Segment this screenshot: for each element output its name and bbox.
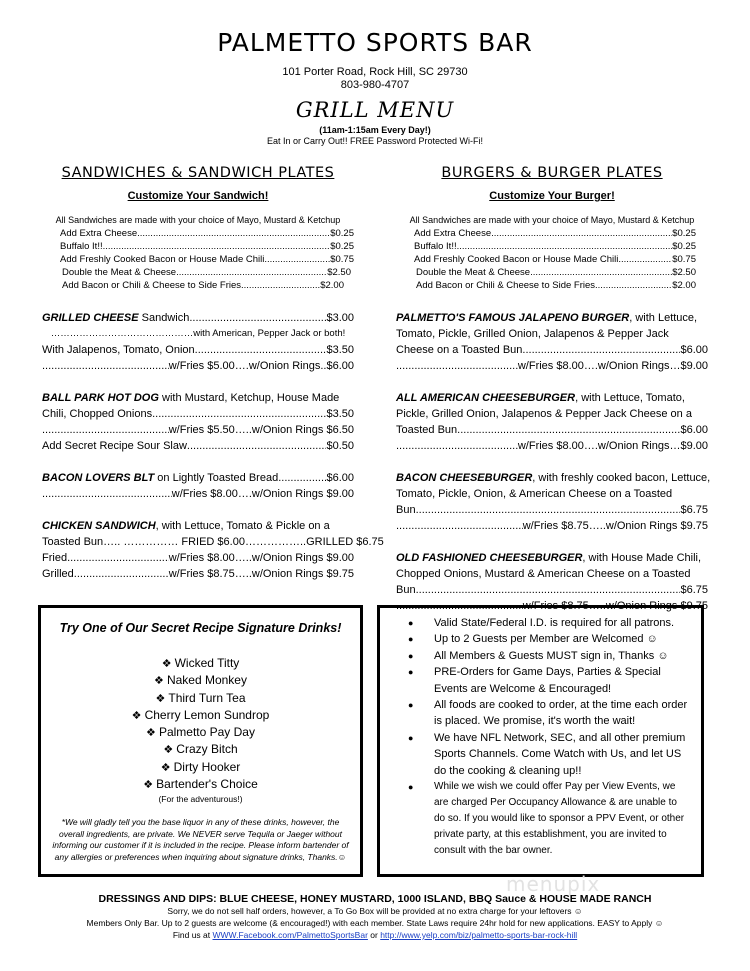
rule-item: ● All foods are cooked to order, at the time each order is placed. We promise, it's worth the wait!: [408, 697, 689, 730]
extra-row: Buffalo It!! ..... $0.25: [396, 240, 708, 253]
find-us-line: Find us at WWW.Facebook.com/PalmettoSportsBar or http://www.yelp.com/biz/palmetto-sports-bar-rock-hill: [172, 930, 578, 940]
signature-drinks-box: [38, 605, 363, 877]
burgers-section: [396, 165, 711, 614]
drinks-fine-print: *We will gladly tell you the base liquor in any of these drinks, however, the overall ingredients, are private. We NEVER serve Tequila or Jaeger without informing our customer if it is included in the recipe. Please inform bartender of any allergies or preferences when inquiring about signature drinks, Thanks.☺: [52, 817, 349, 862]
extra-row: Add Freshly Cooked Bacon or House Made Chili ..... $0.75: [42, 253, 354, 266]
extra-row: Add Extra Cheese ..... $0.25: [42, 227, 354, 240]
half-orders-note: Sorry, we do not sell half orders, however, a To Go Box will be provided at no extra charge for your leftovers ☺: [167, 906, 583, 916]
extra-row: Add Extra Cheese ..... $0.25: [396, 227, 708, 240]
yelp-link[interactable]: http://www.yelp.com/biz/palmetto-sports-bar-rock-hill: [380, 930, 578, 940]
rule-item: ● Valid State/Federal I.D. is required for all patrons.: [408, 615, 689, 631]
house-rules-box: [377, 605, 704, 877]
extra-row: Double the Meat & Cheese ..... $2.50: [42, 266, 354, 279]
menu-title: GRILL MENU: [295, 98, 455, 122]
customize-heading: Customize Your Sandwich!: [127, 190, 269, 202]
extras-list: [42, 227, 354, 292]
drinks-list: [41, 655, 360, 793]
rule-item: ● PRE-Orders for Game Days, Parties & Special Events are Welcome & Encouraged!: [408, 664, 689, 697]
condiment-note: All Sandwiches are made with your choice of Mayo, Mustard & Ketchup: [55, 215, 341, 225]
drink-item: ❖ Wicked Titty: [41, 655, 360, 672]
drink-item: ❖ Third Turn Tea: [41, 690, 360, 707]
drink-item: ❖ Dirty Hooker: [41, 759, 360, 776]
members-note: Members Only Bar. Up to 2 guests are welcome (& encouraged!) with each member. State Laws require 24hr hold for new applications. EASY to Apply ☺: [86, 918, 664, 928]
drink-item: ❖ Bartender's Choice: [41, 776, 360, 793]
extra-row: Add Bacon or Chili & Cheese to Side Fries ..... $2.00: [42, 279, 354, 292]
extra-row: Add Bacon or Chili & Cheese to Side Fries ..... $2.00: [396, 279, 708, 292]
condiment-note: All Sandwiches are made with your choice of Mayo, Mustard & Ketchup: [409, 215, 695, 225]
all-american-item: ALL AMERICAN CHEESEBURGER, with Lettuce, Tomato, Pickle, Grilled Onion, Jalapenos & Pepper Jack Cheese on a Toasted Bun ..... $6.00 ..... w/Fries $8.00….w/Onion Rings…$9.00: [396, 390, 708, 454]
hours: (11am-1:15am Every Day!): [319, 125, 431, 135]
service-note: Eat In or Carry Out!! FREE Password Protected Wi-Fi!: [266, 136, 484, 146]
rule-item: ● While we wish we could offer Pay per View Events, we are charged Per Occupancy Allowance & are unable to do so. If you would like to sponsor a PPV Event, or other private party, at this establishment, you are invited to consult with the bar owner.: [408, 779, 689, 859]
facebook-link[interactable]: WWW.Facebook.com/PalmettoSportsBar: [212, 930, 368, 940]
old-fashioned-item: OLD FASHIONED CHEESEBURGER, with House Made Chili, Chopped Onions, Mustard & American Cheese on a Toasted Bun ..... $6.75 ..... w/Fries $8.75…..w/Onion Rings $9.75: [396, 550, 708, 614]
section-title: SANDWICHES & SANDWICH PLATES: [61, 165, 335, 181]
drink-item: ❖ Crazy Bitch: [41, 741, 360, 758]
extra-row: Add Freshly Cooked Bacon or House Made Chili ..... $0.75: [396, 253, 708, 266]
dressings-line: DRESSINGS AND DIPS: BLUE CHEESE, HONEY MUSTARD, 1000 ISLAND, BBQ Sauce & HOUSE MADE RANCH: [98, 893, 652, 905]
extra-row: Buffalo It!! ..... $0.25: [42, 240, 354, 253]
extra-row: Double the Meat & Cheese ..... $2.50: [396, 266, 708, 279]
adventurous-note: (For the adventurous!): [158, 794, 243, 805]
address: 101 Porter Road, Rock Hill, SC 29730: [282, 66, 468, 78]
rule-item: ● Up to 2 Guests per Member are Welcomed ☺: [408, 631, 689, 647]
menu-footer: [0, 893, 750, 941]
customize-heading: Customize Your Burger!: [489, 190, 615, 202]
blt-item: BACON LOVERS BLT on Lightly Toasted Bread ..... $6.00 ..... w/Fries $8.00….w/Onion Rings $9.00: [42, 470, 354, 502]
grilled-cheese-item: GRILLED CHEESE Sandwich ..... $3.00 ………………………………………with American, Pepper Jack or both! With Jalapenos, Tomato, Onion ..... $3.50 ..... w/Fries $5.00….w/Onion Rings..$6.00: [42, 310, 354, 374]
drink-item: ❖ Palmetto Pay Day: [41, 724, 360, 741]
drink-item: ❖ Naked Monkey: [41, 672, 360, 689]
bacon-cheeseburger-item: BACON CHEESEBURGER, with freshly cooked bacon, Lettuce, Tomato, Pickle, Onion, & American Cheese on a Toasted Bun ..... $6.75 ..... w/Fries $8.75…..w/Onion Rings $9.75: [396, 470, 708, 534]
menu-header: [0, 28, 750, 146]
phone-number: 803-980-4707: [340, 79, 410, 91]
section-title: BURGERS & BURGER PLATES: [441, 165, 663, 181]
bar-name: PALMETTO SPORTS BAR: [217, 28, 533, 57]
drink-item: ❖ Cherry Lemon Sundrop: [41, 707, 360, 724]
jalapeno-burger-item: PALMETTO'S FAMOUS JALAPENO BURGER, with Lettuce, Tomato, Pickle, Grilled Onion, Jalapenos & Pepper Jack Cheese on a Toasted Bun ..... $6.00 ..... w/Fries $8.00….w/Onion Rings…$9.00: [396, 310, 708, 374]
rules-list: [380, 608, 701, 859]
sandwiches-section: [42, 165, 384, 582]
watermark: menupix: [506, 872, 601, 896]
chicken-sandwich-item: CHICKEN SANDWICH, with Lettuce, Tomato & Pickle on a Toasted Bun….. …………… FRIED $6.00……………..GRILLED $6.75 Fried ..... w/Fries $8.00…..w/Onion Rings $9.00 Grilled ..... w/Fries $8.75…..w/Onion Rings $9.75: [42, 518, 354, 582]
extras-list: [396, 227, 708, 292]
hot-dog-item: BALL PARK HOT DOG with Mustard, Ketchup, House Made Chili, Chopped Onions ..... $3.50 ..... w/Fries $5.50…..w/Onion Rings $6.50 Add Secret Recipe Sour Slaw ..... $0.50: [42, 390, 354, 454]
rule-item: ● All Members & Guests MUST sign in, Thanks ☺: [408, 648, 689, 664]
drinks-title: Try One of Our Secret Recipe Signature Drinks!: [59, 621, 342, 635]
rule-item: ● We have NFL Network, SEC, and all other premium Sports Channels. Come Watch with Us, and let US do the cooking & cleaning up!!: [408, 730, 689, 779]
